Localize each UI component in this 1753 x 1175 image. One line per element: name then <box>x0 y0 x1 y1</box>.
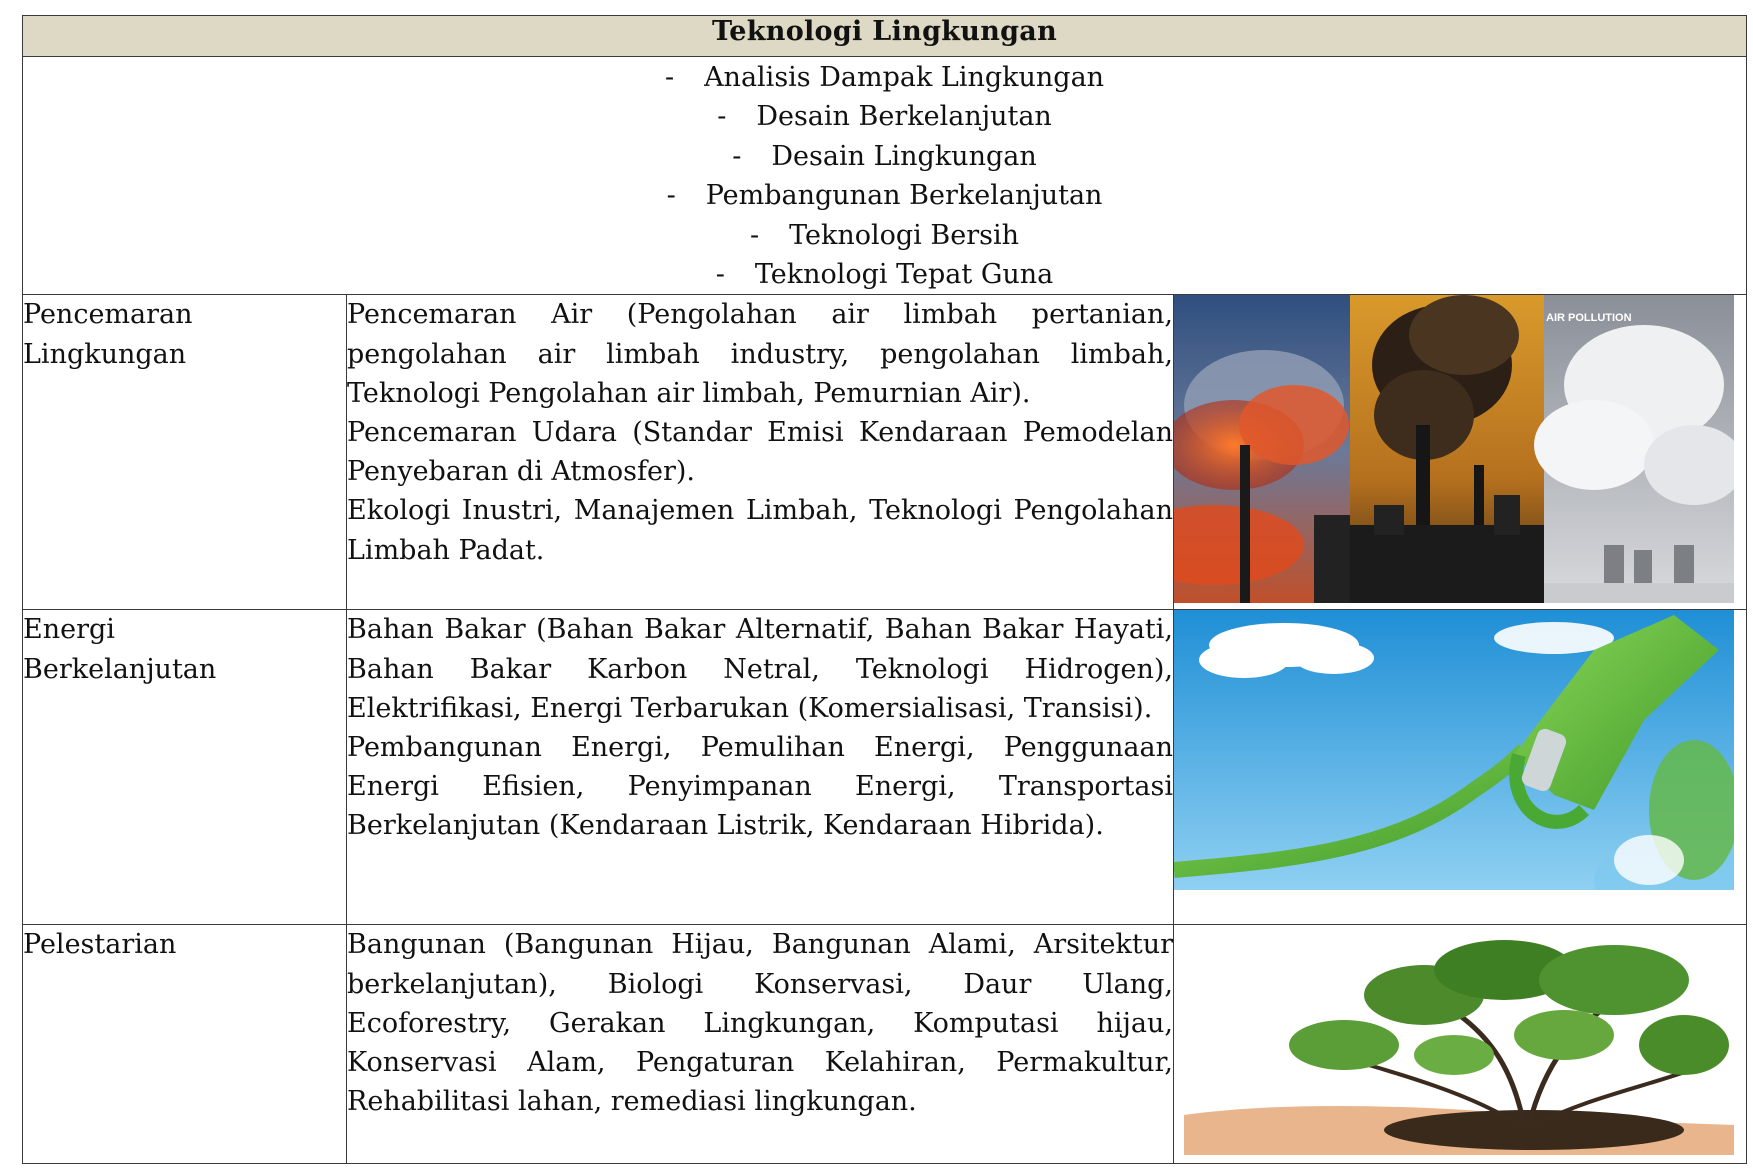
image-cell <box>1174 295 1747 610</box>
category-label: Berkelanjutan <box>23 653 217 685</box>
bullet-dash: - <box>664 62 675 93</box>
topic-label: Desain Lingkungan <box>771 140 1037 172</box>
description-paragraph: Bahan Bakar (Bahan Bakar Alternatif, Bahan Bakar Hayati, Bahan Bakar Karbon Netral, Teknologi Hidrogen), Elektrifikasi, Energi Terbarukan (Komersialisasi, Transisi). <box>347 614 1173 724</box>
topics-list <box>23 57 1746 294</box>
category-label: Pencemaran <box>23 299 193 331</box>
list-item <box>23 97 1746 136</box>
list-item <box>23 137 1746 176</box>
list-item <box>23 255 1746 294</box>
description-paragraph: Ekologi Inustri, Manajemen Limbah, Teknologi Pengolahan Limbah Padat. <box>347 495 1173 566</box>
category-cell <box>23 610 347 925</box>
bullet-dash: - <box>732 140 742 172</box>
topics-cell <box>23 57 1747 295</box>
bullet-dash: - <box>715 259 725 291</box>
description-paragraph: Pencemaran Air (Pengolahan air limbah pertanian, pengolahan air limbah industry, pengolahan limbah, Teknologi Pengolahan air limbah, Pemurnian Air). <box>347 299 1173 409</box>
description-cell <box>347 295 1174 610</box>
image-cell <box>1174 925 1747 1164</box>
table-row <box>23 295 1747 610</box>
description-paragraph: Bangunan (Bangunan Hijau, Bangunan Alami, Arsitektur berkelanjutan), Biologi Konservasi, Daur Ulang, Ecoforestry, Gerakan Lingkungan, Komputasi hijau, Konservasi Alam, Pengaturan Kelahiran, Permakultur, Rehabilitasi lahan, remediasi lingkungan. <box>347 929 1173 1118</box>
green-fuel-nozzle-image <box>1174 610 1746 890</box>
table-title: Teknologi Lingkungan <box>23 16 1747 57</box>
table-row <box>23 925 1747 1164</box>
category-label: Lingkungan <box>23 338 187 370</box>
description-cell <box>347 925 1174 1164</box>
bullet-dash: - <box>666 180 676 212</box>
description-paragraph: Pembangunan Energi, Pemulihan Energi, Penggunaan Energi Efisien, Penyimpanan Energi, Transportasi Berkelanjutan (Kendaraan Listrik, Kendaraan Hibrida). <box>347 732 1173 842</box>
list-item <box>23 58 1746 97</box>
environmental-technology-table <box>22 15 1747 1164</box>
bullet-dash: - <box>749 219 760 251</box>
description-paragraph: Pencemaran Udara (Standar Emisi Kendaraan Pemodelan Penyebaran di Atmosfer). <box>347 417 1173 488</box>
category-label: Pelestarian <box>23 929 177 961</box>
category-label: Energi <box>23 614 115 646</box>
category-cell <box>23 925 347 1164</box>
list-item <box>23 216 1746 255</box>
air-pollution-image <box>1174 295 1746 603</box>
topic-label: Desain Berkelanjutan <box>756 101 1052 133</box>
category-cell <box>23 295 347 610</box>
table-row <box>23 610 1747 925</box>
description-cell <box>347 610 1174 925</box>
topic-label: Analisis Dampak Lingkungan <box>704 62 1105 93</box>
plant-in-hand-image <box>1174 925 1746 1155</box>
topic-label: Teknologi Tepat Guna <box>754 259 1054 291</box>
topic-label: Pembangunan Berkelanjutan <box>705 180 1103 212</box>
image-caption: AIR POLLUTION <box>1546 312 1632 325</box>
image-cell <box>1174 610 1747 925</box>
list-item <box>23 176 1746 215</box>
bullet-dash: - <box>717 101 727 133</box>
topic-label: Teknologi Bersih <box>789 219 1020 251</box>
